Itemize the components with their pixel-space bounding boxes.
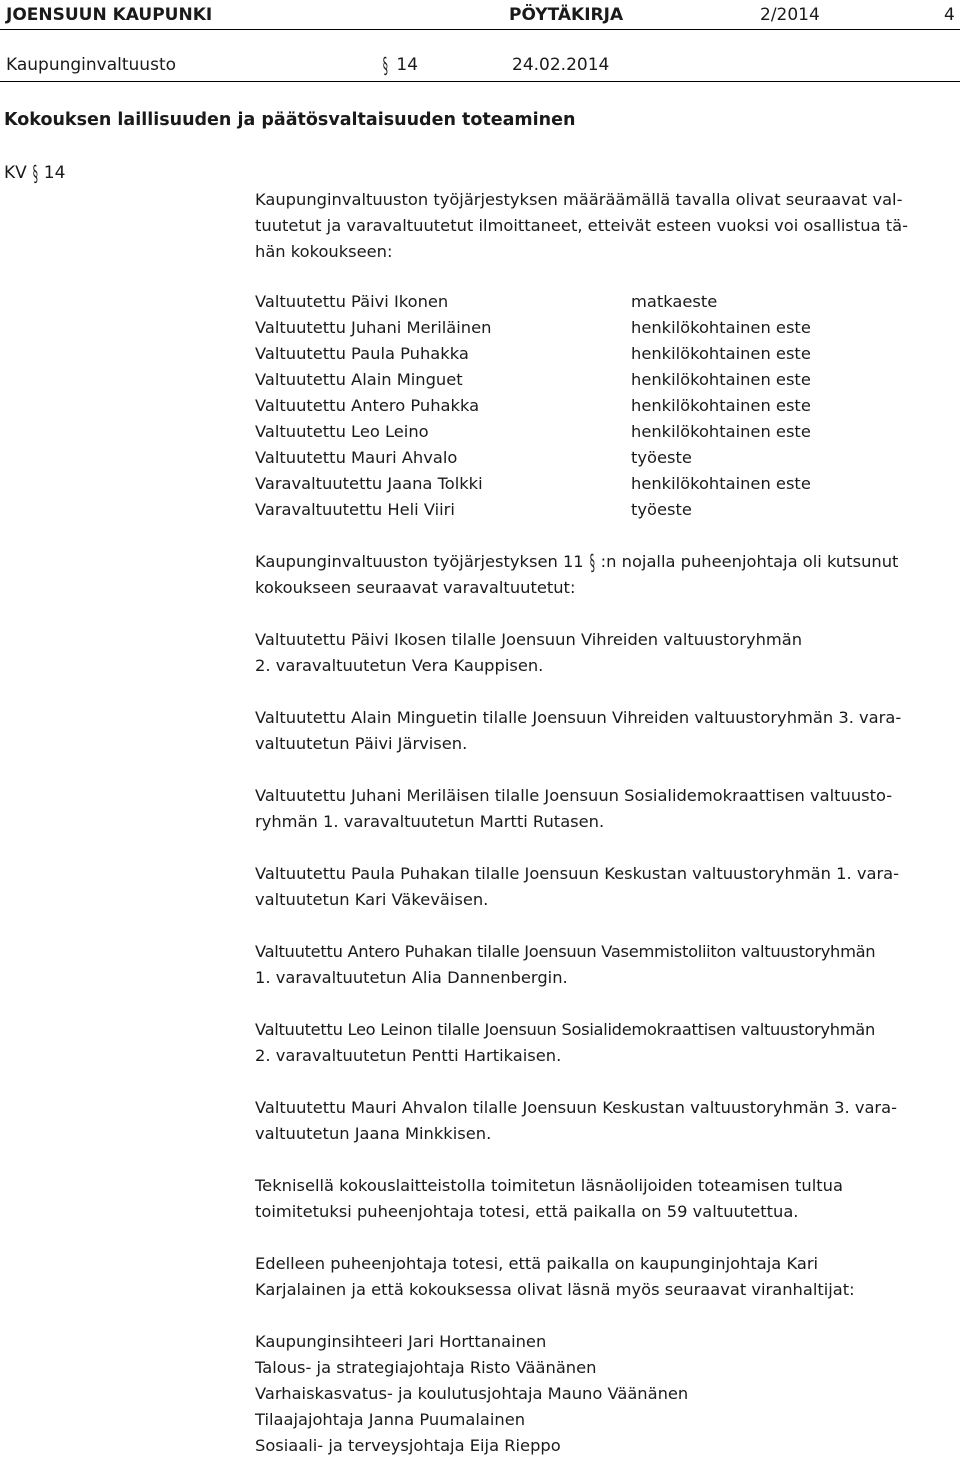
case-reference	[4, 160, 65, 188]
official-item: Sosiaali- ja terveysjohtaja Eija Rieppo	[255, 1436, 561, 1455]
substitute-line: Valtuutettu Mauri Ahvalon tilalle Joensuun Keskustan valtuustoryhmän 3. vara-	[255, 1098, 897, 1117]
absence-reason: henkilökohtainen este	[631, 370, 811, 389]
page-title: Kokouksen laillisuuden ja päätösvaltaisuuden toteaminen	[4, 110, 576, 130]
absentee-name: Valtuutettu Mauri Ahvalo	[255, 448, 458, 467]
absence-reason: henkilökohtainen este	[631, 396, 811, 415]
substitute-line: valtuutetun Kari Väkeväisen.	[255, 890, 489, 909]
meeting-date: 24.02.2014	[512, 55, 610, 75]
absence-reason: henkilökohtainen este	[631, 422, 811, 441]
section-sign-icon: §	[32, 161, 39, 188]
official-item: Kaupunginsihteeri Jari Horttanainen	[255, 1332, 547, 1351]
official-item: Talous- ja strategiajohtaja Risto Väänänen	[255, 1358, 597, 1377]
section-sign-icon: §	[382, 53, 389, 80]
officials-intro-line: Edelleen puheenjohtaja totesi, että paikalla on kaupunginjohtaja Kari	[255, 1254, 819, 1273]
substitute-line: Valtuutettu Juhani Meriläisen tilalle Joensuun Sosialidemokraattisen valtuusto-	[255, 786, 893, 805]
header-divider-2	[0, 81, 960, 82]
substitute-paragraph	[255, 861, 960, 913]
attendance-line: Teknisellä kokouslaitteistolla toimitetun läsnäolijoiden toteamisen tultua	[255, 1176, 843, 1195]
official-item: Varhaiskasvatus- ja koulutusjohtaja Mauno Väänänen	[255, 1384, 689, 1403]
document-number: 2/2014	[760, 5, 820, 25]
substitute-paragraph	[255, 705, 960, 757]
absentee-name: Valtuutettu Antero Puhakka	[255, 396, 480, 415]
absentee-name: Varavaltuutettu Jaana Tolkki	[255, 474, 483, 493]
substitute-paragraph	[255, 939, 960, 991]
intro-line: tuutetut ja varavaltuutetut ilmoittaneet, etteivät esteen vuoksi voi osallistua tä-	[255, 216, 908, 235]
document-type: PÖYTÄKIRJA	[509, 5, 624, 25]
absence-reason: henkilökohtainen este	[631, 474, 811, 493]
organ-name: Kaupunginvaltuusto	[6, 55, 177, 75]
officials-intro-paragraph	[255, 1251, 960, 1303]
absentee-name: Varavaltuutettu Heli Viiri	[255, 500, 455, 519]
absence-reason: henkilökohtainen este	[631, 344, 811, 363]
absentee-name: Valtuutettu Päivi Ikonen	[255, 292, 449, 311]
absentee-name: Valtuutettu Leo Leino	[255, 422, 429, 441]
section-sign-icon: §	[588, 550, 596, 577]
substitute-line: valtuutetun Jaana Minkkisen.	[255, 1124, 492, 1143]
absence-reason: matkaeste	[631, 292, 718, 311]
substitute-line: ryhmän 1. varavaltuutetun Martti Rutasen.	[255, 812, 605, 831]
absentee-names	[255, 289, 491, 523]
invite-line: kokoukseen seuraavat varavaltuutetut:	[255, 578, 576, 597]
absence-reason: työeste	[631, 500, 692, 519]
substitute-line: Valtuutettu Alain Minguetin tilalle Joensuun Vihreiden valtuustoryhmän 3. vara-	[255, 708, 902, 727]
case-number: 14	[43, 163, 66, 183]
header-divider	[0, 29, 960, 30]
case-prefix: KV	[4, 163, 27, 183]
substitute-line: 1. varavaltuutetun Alia Dannenbergin.	[255, 968, 568, 987]
intro-line: Kaupunginvaltuuston työjärjestyksen määräämällä tavalla olivat seuraavat val-	[255, 190, 903, 209]
absence-reason: henkilökohtainen este	[631, 318, 811, 337]
substitute-paragraph	[255, 1017, 960, 1069]
substitute-paragraph	[255, 1095, 960, 1147]
section-number: 14	[396, 55, 419, 75]
official-item: Tilaajajohtaja Janna Puumalainen	[255, 1410, 526, 1429]
invite-text: Kaupunginvaltuuston työjärjestyksen 11	[255, 552, 584, 571]
header-section	[380, 52, 418, 80]
intro-paragraph	[255, 187, 960, 265]
substitute-paragraph	[255, 627, 960, 679]
substitute-line: Valtuutettu Paula Puhakan tilalle Joensuun Keskustan valtuustoryhmän 1. vara-	[255, 864, 900, 883]
substitute-line: Valtuutettu Päivi Ikosen tilalle Joensuun Vihreiden valtuustoryhmän	[255, 630, 803, 649]
substitute-line: Valtuutettu Antero Puhakan tilalle Joensuun Vasemmistoliiton valtuustoryhmän	[255, 942, 876, 961]
officials-list	[255, 1329, 960, 1459]
absence-reason: työeste	[631, 448, 692, 467]
city-name: JOENSUUN KAUPUNKI	[6, 5, 213, 25]
page-number: 4	[944, 5, 955, 25]
invite-paragraph	[255, 549, 960, 601]
absentee-name: Valtuutettu Alain Minguet	[255, 370, 463, 389]
absentee-name: Valtuutettu Juhani Meriläinen	[255, 318, 492, 337]
absentee-name: Valtuutettu Paula Puhakka	[255, 344, 469, 363]
absentee-reasons	[631, 289, 811, 523]
substitute-line: Valtuutettu Leo Leinon tilalle Joensuun Sosialidemokraattisen valtuustoryhmän	[255, 1020, 876, 1039]
invite-line	[255, 549, 960, 575]
attendance-line: toimitetuksi puheenjohtaja totesi, että paikalla on 59 valtuutettua.	[255, 1202, 799, 1221]
officials-intro-line: Karjalainen ja että kokouksessa olivat läsnä myös seuraavat viranhaltijat:	[255, 1280, 855, 1299]
invite-text: :n nojalla puheenjohtaja oli kutsunut	[600, 552, 899, 571]
substitute-line: valtuutetun Päivi Järvisen.	[255, 734, 468, 753]
attendance-paragraph	[255, 1173, 960, 1225]
substitute-paragraph	[255, 783, 960, 835]
substitute-line: 2. varavaltuutetun Vera Kauppisen.	[255, 656, 544, 675]
substitute-line: 2. varavaltuutetun Pentti Hartikaisen.	[255, 1046, 562, 1065]
intro-line: hän kokoukseen:	[255, 242, 393, 261]
